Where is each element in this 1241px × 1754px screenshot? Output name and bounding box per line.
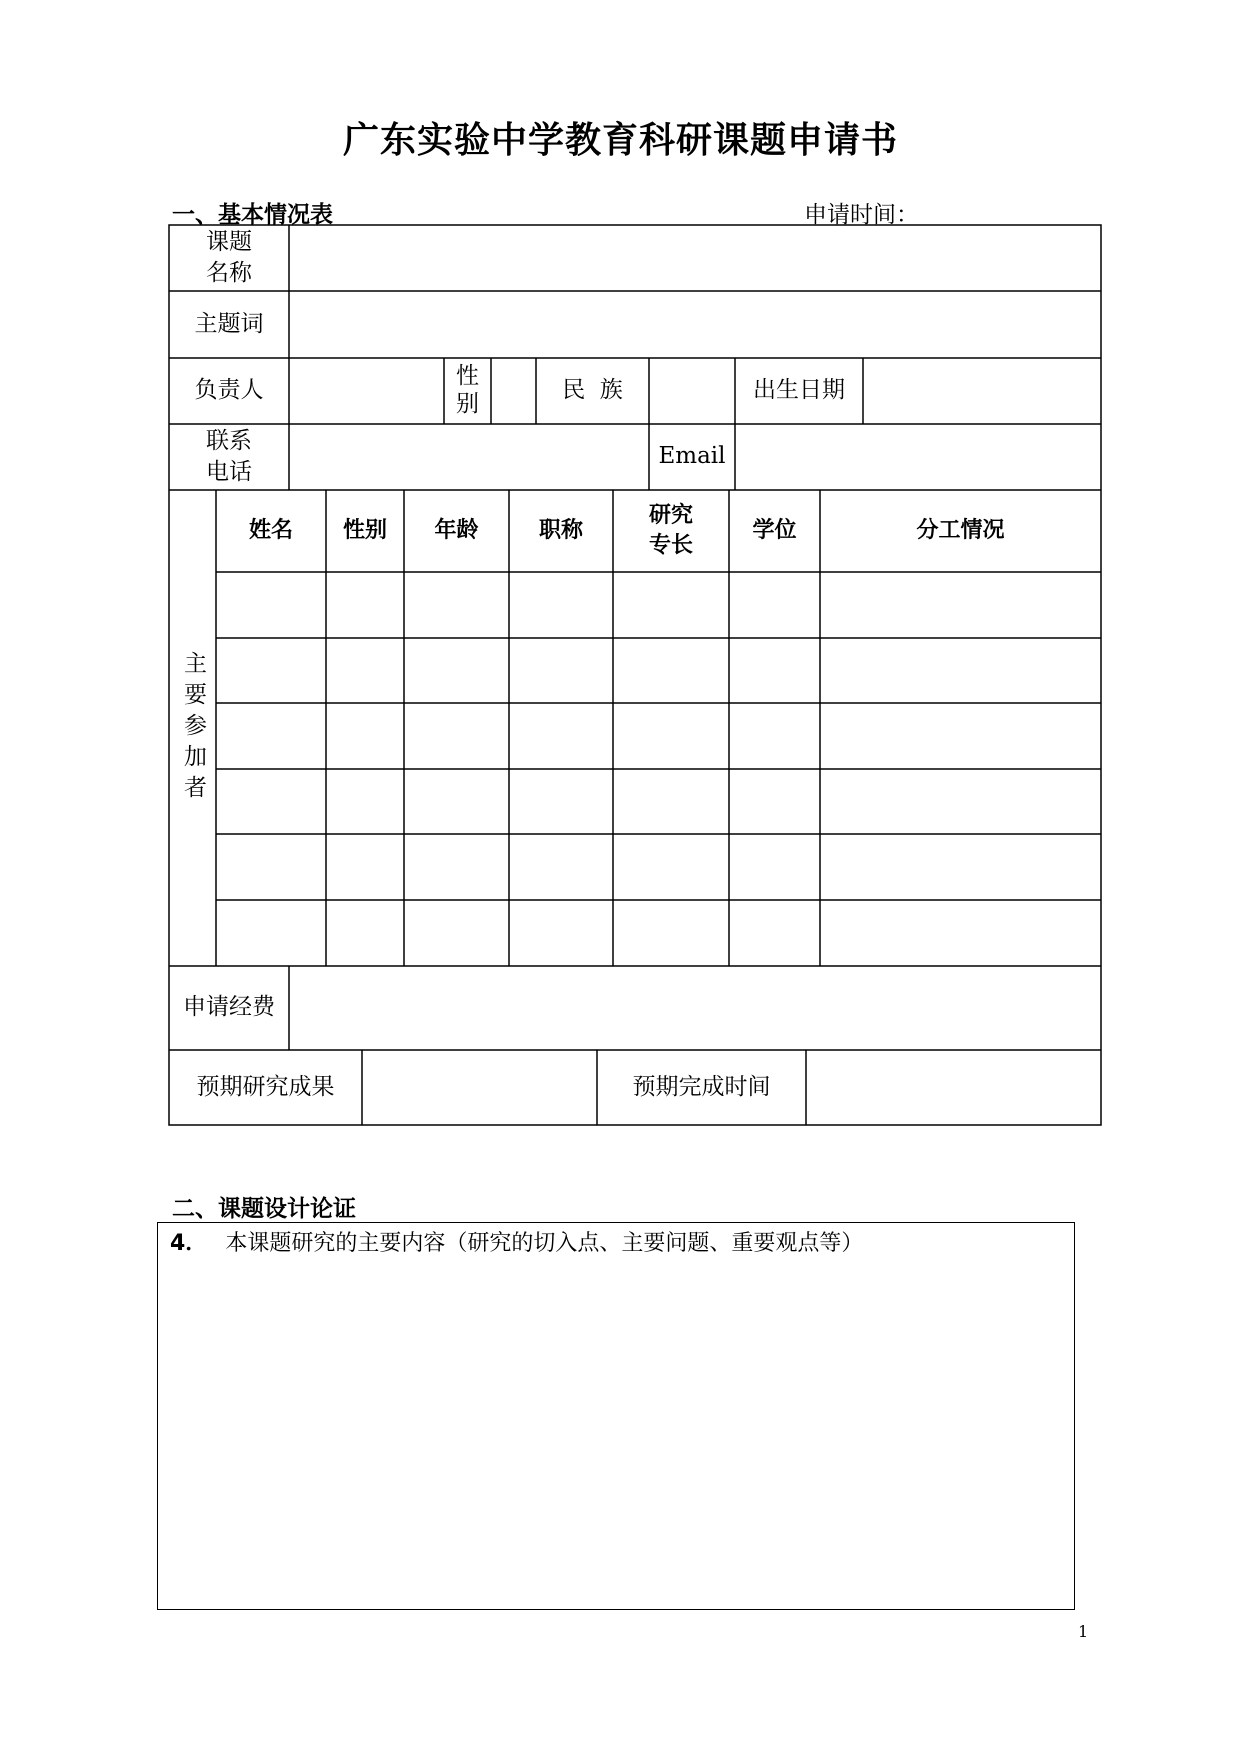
- keywords-field[interactable]: [289, 291, 1101, 358]
- expected-results-field[interactable]: [362, 1050, 597, 1125]
- phone-label: 联系 电话: [206, 427, 252, 485]
- email-label: Email: [658, 443, 726, 470]
- section-2-heading: 二、课题设计论证: [172, 1196, 356, 1222]
- column-degree: 学位: [752, 518, 797, 544]
- email-field[interactable]: [735, 424, 1101, 490]
- participant-row[interactable]: [216, 834, 1101, 900]
- expected-completion-field[interactable]: [806, 1050, 1101, 1125]
- funding-field[interactable]: [289, 966, 1101, 1050]
- research-content-box[interactable]: [157, 1222, 1075, 1610]
- birth-date-field[interactable]: [863, 358, 1101, 424]
- participant-row[interactable]: [216, 638, 1101, 703]
- topic-name-label: 课题 名称: [206, 228, 252, 286]
- gender-field[interactable]: [491, 358, 536, 424]
- question-4-number: 4．: [170, 1231, 208, 1256]
- page-number: 1: [1078, 1622, 1089, 1641]
- participants-label: 主要参加者: [180, 650, 207, 806]
- column-title: 职称: [538, 518, 583, 544]
- leader-label: 负责人: [194, 377, 264, 404]
- birth-date-label: 出生日期: [753, 377, 845, 404]
- column-age: 年龄: [434, 518, 479, 544]
- column-research-specialty: 研究 专长: [648, 503, 693, 558]
- ethnicity-field[interactable]: [649, 358, 735, 424]
- document-title: 广东实验中学教育科研课题申请书: [342, 120, 898, 161]
- column-gender: 性别: [342, 518, 387, 544]
- question-4: [170, 1226, 863, 1257]
- gender-label: 性 别: [456, 363, 479, 417]
- column-name: 姓名: [248, 518, 293, 544]
- participant-row[interactable]: [216, 900, 1101, 966]
- column-division-of-work: 分工情况: [916, 518, 1005, 544]
- question-4-text: 本课题研究的主要内容（研究的切入点、主要问题、重要观点等）: [225, 1231, 864, 1256]
- ethnicity-label: 民 族: [562, 377, 623, 404]
- funding-label: 申请经费: [183, 994, 275, 1021]
- expected-results-label: 预期研究成果: [196, 1073, 335, 1100]
- participant-row[interactable]: [216, 769, 1101, 834]
- leader-field[interactable]: [289, 358, 444, 424]
- participant-row[interactable]: [216, 703, 1101, 769]
- phone-field[interactable]: [289, 424, 649, 490]
- expected-completion-label: 预期完成时间: [632, 1073, 771, 1100]
- apply-time-label: 申请时间：: [804, 202, 919, 228]
- keywords-label: 主题词: [194, 310, 264, 337]
- participant-row[interactable]: [216, 572, 1101, 638]
- topic-name-field[interactable]: [289, 225, 1101, 291]
- section-1-heading: 一、基本情况表: [172, 202, 333, 228]
